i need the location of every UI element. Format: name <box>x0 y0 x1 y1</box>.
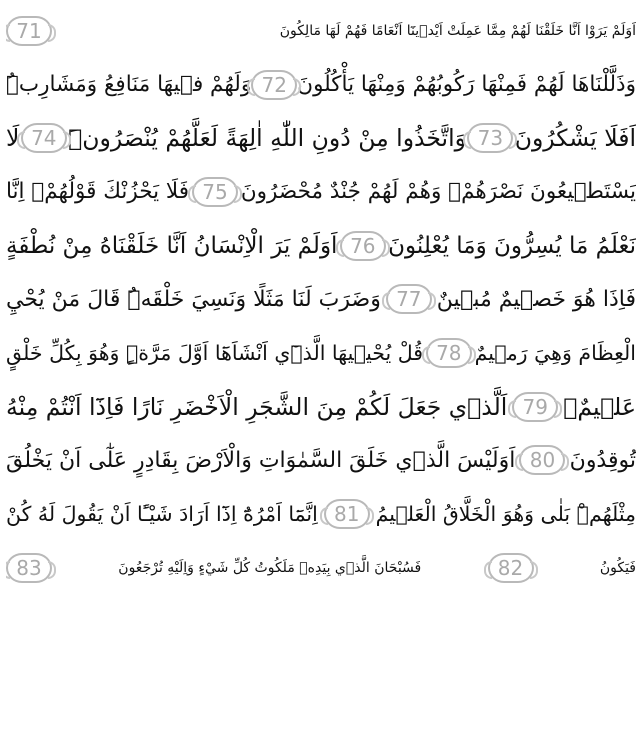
verse-line-10 <box>6 487 636 541</box>
verse-text: وَلَهُمْ ف۪يهَا مَنَافِعُ وَمَشَارِبُۜ <box>6 72 252 98</box>
ayah-number-marker: 71 <box>6 16 52 46</box>
verse-line-5 <box>6 219 636 273</box>
verse-line-3 <box>6 111 636 165</box>
verse-text: فَيَكُونُ <box>599 559 636 576</box>
verse-text: اَلَّذ۪ي جَعَلَ لَكُمْ مِنَ الشَّجَرِ الْاَخْضَرِ نَارًا فَاِذَٓا اَنْتُمْ مِنْهُ <box>6 392 508 421</box>
verse-line-4 <box>6 165 636 219</box>
verse-text: عَل۪يمٌۙ <box>563 392 636 421</box>
verse-line-9 <box>6 434 636 488</box>
verse-text: فَاِذَا هُوَ خَص۪يمٌ مُب۪ينٌ <box>436 286 636 312</box>
verse-text: يَسْتَط۪يعُونَ نَصْرَهُمْۙ وَهُمْ لَهُمْ جُنْدٌ مُحْضَرُونَ <box>240 179 636 205</box>
ayah-number-marker: 81 <box>324 499 370 529</box>
verse-text: قُلْ يُحْي۪يهَا الَّذ۪ٓي اَنْشَاَهَٓا اَوَّلَ مَرَّةٍۜ وَهُوَ بِكُلِّ خَلْقٍ <box>6 340 424 365</box>
verse-line-11 <box>6 541 636 595</box>
ayah-number-marker: 72 <box>251 70 297 100</box>
ayah-number-marker: 73 <box>467 123 513 153</box>
verse-text: الْعِظَامَ وَهِيَ رَم۪يمٌ <box>474 340 636 365</box>
verse-text: لَا <box>6 124 20 153</box>
verse-text: وَاتَّخَذُوا مِنْ دُونِ اللّٰهِ اٰلِهَةً لَعَلَّهُمْ يُنْصَرُونَۜ <box>68 124 466 153</box>
verse-text: وَضَرَبَ لَنَا مَثَلًا وَنَسِيَ خَلْقَهُۜ قَالَ مَنْ يُحْيِ <box>6 286 381 312</box>
ayah-number-marker: 78 <box>426 338 472 368</box>
verse-text: اَفَلَا يَشْكُرُونَ <box>514 124 636 153</box>
verse-text: مِثْلَهُمْۜ بَلٰى وَهُوَ الْخَلَّاقُ الْعَل۪يمُ <box>375 502 636 527</box>
verse-line-8 <box>6 380 636 434</box>
ayah-number-marker: 82 <box>488 553 534 583</box>
verse-line-6 <box>6 272 636 326</box>
verse-text: نَعْلَمُ مَا يُسِرُّونَ وَمَا يُعْلِنُونَ <box>388 232 636 259</box>
ayah-number-marker: 74 <box>21 123 67 153</box>
ayah-number-marker: 80 <box>519 445 565 475</box>
ayah-number-marker: 75 <box>192 177 238 207</box>
verse-text: اِنَّمَٓا اَمْرُهُٓ اِذَٓا اَرَادَ شَيْـًٔا اَنْ يَقُولَ لَهُ كُنْ <box>6 502 318 527</box>
verse-line-1 <box>6 4 636 58</box>
ayah-number-marker: 79 <box>512 392 558 422</box>
verse-text: فَلَا يَحْزُنْكَ قَوْلُهُمْۢ اِنَّا <box>6 179 190 205</box>
ayah-number-marker: 83 <box>6 553 52 583</box>
verse-text: اَوَلَمْ يَرَ الْاِنْسَانُ اَنَّا خَلَقْنَاهُ مِنْ نُطْفَةٍ <box>6 232 338 259</box>
ayah-number-marker: 77 <box>386 284 432 314</box>
verse-text: فَسُبْحَانَ الَّذ۪ي بِيَدِه۪ مَلَكُوتُ كُلِّ شَيْءٍ وَاِلَيْهِ تُرْجَعُونَ <box>118 559 422 576</box>
verse-text: وَذَلَّلْنَاهَا لَهُمْ فَمِنْهَا رَكُوبُهُمْ وَمِنْهَا يَأْكُلُونَ <box>297 72 636 98</box>
verse-text: تُوقِدُونَ <box>569 447 636 473</box>
verse-text: اَوَلَيْسَ الَّذ۪ي خَلَقَ السَّمٰوَاتِ وَالْاَرْضَ بِقَادِرٍ عَلٰٓى اَنْ يَخْلُقَ <box>6 447 516 473</box>
verse-line-2 <box>6 58 636 112</box>
verse-line-7 <box>6 326 636 380</box>
verse-text: اَوَلَمْ يَرَوْا اَنَّا خَلَقْنَا لَهُمْ مِمَّا عَمِلَتْ اَيْد۪ينَٓا اَنْعَامًا فَهُمْ لَهَا مَالِكُونَ <box>279 22 636 39</box>
ayah-number-marker: 76 <box>340 231 386 261</box>
